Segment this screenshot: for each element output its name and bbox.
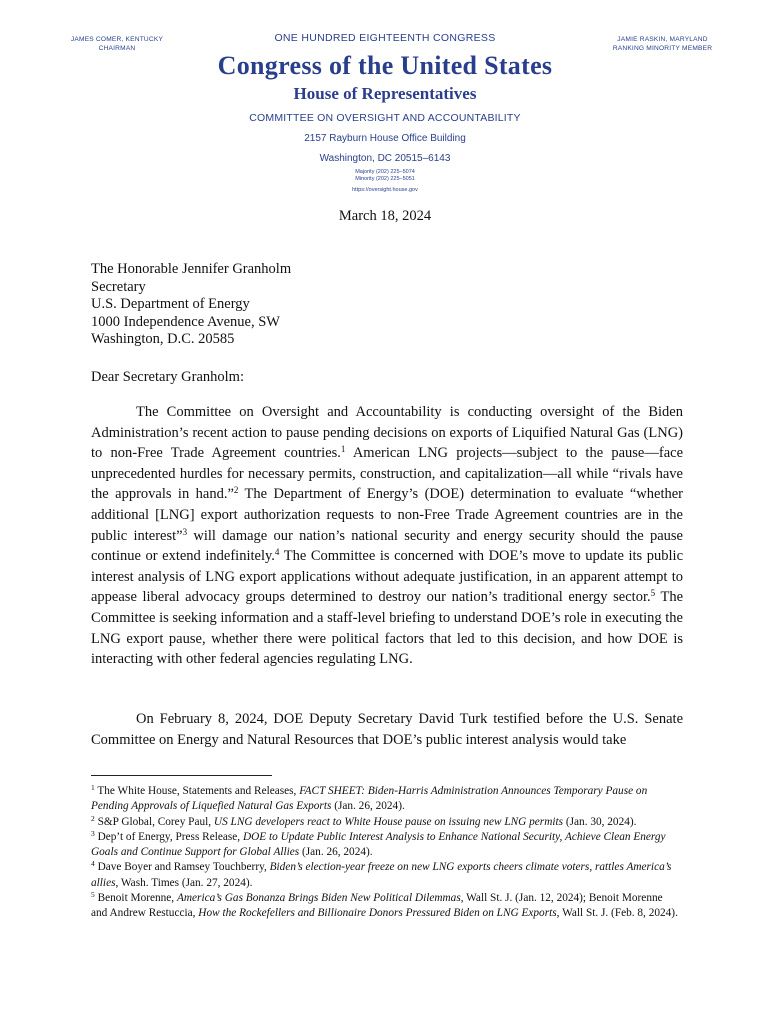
- ranking-member-title: RANKING MINORITY MEMBER: [612, 45, 713, 52]
- footnote-title: America’s Gas Bonanza Brings Biden New Political Dilemmas: [176, 892, 461, 905]
- chairman-title: CHAIRMAN: [98, 45, 136, 52]
- footnote-title: DOE to Update Public Interest Analysis to Enhance National Security, Achieve Clean Energy Goals and Continue Support for Global Allies: [91, 830, 666, 859]
- p1-text-e: The Committee is concerned with DOE’s move to update its public interest analysis of LNG export applications without adequate justification, in an apparent attempt to appease liberal advocacy groups determined to destroy our nation’s traditional energy sector.: [91, 548, 684, 606]
- footnote-source: Dave Boyer and Ramsey Touchberry,: [97, 861, 270, 874]
- body-paragraph-1: [91, 402, 683, 670]
- footnote-ref-1[interactable]: 1: [340, 444, 346, 455]
- footnote-ref-4[interactable]: 4: [274, 547, 280, 558]
- address-line-2: Washington, DC 20515–6143: [319, 153, 451, 164]
- footnote-date: , Wall St. J. (Jan. 12, 2024); Benoit Morenne and Andrew Restuccia,: [91, 892, 663, 920]
- footnote-title: FACT SHEET: Biden-Harris Administration Announces Temporary Pause on Pending Approvals of Liquefied Natural Gas Exports: [91, 785, 648, 813]
- letter-date: March 18, 2024: [338, 208, 432, 224]
- footnote-ref-2[interactable]: 2: [233, 485, 239, 496]
- salutation: Dear Secretary Granholm:: [91, 369, 244, 385]
- footnote-date: (Jan. 26, 2024).: [299, 846, 373, 859]
- p1-text-c: The Department of Energy’s (DOE) determination to evaluate “whether additional [LNG] export authorization requests to non-Free Trade Agreement countries are in the public interest”: [91, 486, 683, 544]
- footnote-ref-3[interactable]: 3: [182, 526, 188, 537]
- footnote-source: S&P Global, Corey Paul,: [97, 815, 214, 828]
- footnotes: [91, 784, 681, 922]
- recipient-agency: U.S. Department of Energy: [91, 296, 250, 312]
- chairman-name: JAMES COMER, KENTUCKY: [70, 36, 164, 43]
- footnote-date: , Wash. Times (Jan. 27, 2024).: [115, 876, 253, 889]
- p1-text-a: The Committee on Oversight and Accountability is conducting oversight of the Biden Administration’s recent action to pause pending decisions on exports of Liquified Natural Gas (LNG) to non-Free Trade Agreement countries.: [91, 404, 683, 462]
- footnote-date: (Jan. 30, 2024).: [563, 815, 637, 828]
- footnote-title: Biden’s election-year freeze on new LNG exports cheers climate voters, rattles America’s allies: [91, 861, 672, 889]
- p1-text-b: American LNG projects—subject to the pause—face unprecedented hurdles for necessary permits, construction, and capitalization—all while “rivals have the approvals in hand.”: [91, 445, 684, 503]
- majority-phone: Majority (202) 225–5074: [355, 169, 415, 175]
- body-paragraph-2: [91, 709, 683, 750]
- footnote-title: US LNG developers react to White House pause on issuing new LNG permits: [213, 815, 564, 828]
- recipient-title: Secretary: [91, 278, 146, 295]
- footnote-title-2: How the Rockefellers and Billionaire Donors Pressured Biden on LNG Exports: [198, 907, 557, 920]
- footnote-source: Dep’t of Energy, Press Release,: [97, 830, 243, 843]
- phone-numbers: [185, 169, 585, 183]
- recipient-city: Washington, D.C. 20585: [91, 331, 235, 347]
- footnote-number: 4: [91, 859, 95, 869]
- footnote-2: [91, 815, 681, 830]
- footnote-ref-5[interactable]: 5: [650, 588, 656, 599]
- footnote-divider: [91, 775, 272, 776]
- address-line-1: 2157 Rayburn House Office Building: [304, 133, 466, 144]
- footnote-date-2: , Wall St. J. (Feb. 8, 2024).: [556, 907, 678, 920]
- footnote-number: 1: [91, 783, 95, 792]
- house-title: House of Representatives: [293, 84, 477, 103]
- footnote-4: [91, 860, 681, 891]
- website-link[interactable]: https://oversight.house.gov: [352, 187, 418, 193]
- footnote-number: 2: [91, 813, 95, 823]
- recipient-name: The Honorable Jennifer Granholm: [91, 261, 292, 277]
- recipient-street: 1000 Independence Avenue, SW: [91, 313, 280, 330]
- footnote-date: (Jan. 26, 2024).: [331, 800, 405, 813]
- ranking-member-block: [600, 35, 725, 53]
- minority-phone: Minority (202) 225–5051: [355, 176, 415, 182]
- footnote-number: 5: [91, 890, 95, 900]
- footnote-source: The White House, Statements and Releases,: [97, 785, 300, 797]
- footnote-1: [91, 784, 681, 815]
- footnote-5: [91, 891, 681, 922]
- footnote-3: [91, 830, 681, 861]
- ranking-member-name: JAMIE RASKIN, MARYLAND: [617, 36, 708, 43]
- committee-name: COMMITTEE ON OVERSIGHT AND ACCOUNTABILITY: [249, 112, 521, 124]
- footnote-source: Benoit Morenne,: [97, 892, 177, 905]
- p1-text-f: The Committee is seeking information and a staff-level briefing to understand DOE’s role in executing the LNG export pause, whether there were political factors that led to this decision, and how DOE is interacting with other federal agencies regulating LNG.: [91, 589, 684, 668]
- letterhead: [185, 32, 585, 194]
- p2-text: On February 8, 2024, DOE Deputy Secretary David Turk testified before the U.S. Senate Committee on Energy and Natural Resources that DOE’s public interest analysis would take: [91, 711, 683, 748]
- chairman-block: [62, 35, 172, 53]
- recipient-address: [91, 261, 291, 349]
- congress-title: Congress of the United States: [217, 51, 553, 80]
- p1-text-d: will damage our nation’s national security and energy security should the pause continue or extend indefinitely.: [91, 527, 683, 565]
- footnote-number: 3: [91, 828, 95, 838]
- congress-number: ONE HUNDRED EIGHTEENTH CONGRESS: [274, 32, 496, 44]
